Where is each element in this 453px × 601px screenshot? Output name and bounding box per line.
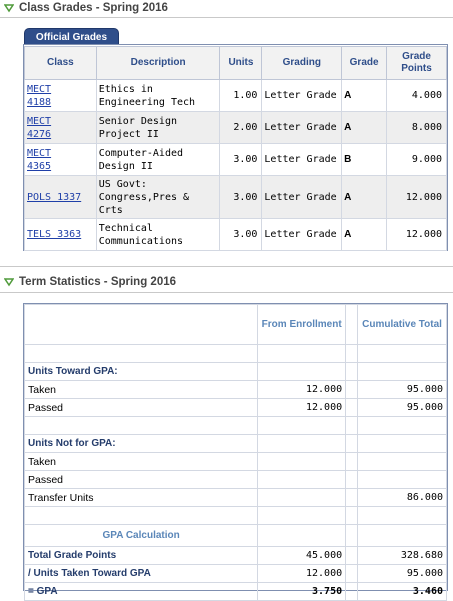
utg-cum-value: 95.000 bbox=[358, 565, 447, 583]
stats-row bbox=[25, 399, 447, 417]
table-row bbox=[25, 144, 447, 176]
table-row bbox=[25, 80, 447, 112]
grade-points-cell: 8.000 bbox=[387, 112, 447, 144]
stats-row bbox=[25, 525, 447, 547]
spacer-row bbox=[25, 507, 447, 525]
gpa-cum-value: 3.460 bbox=[358, 583, 447, 601]
divider bbox=[0, 17, 453, 18]
spacer-row bbox=[25, 417, 447, 435]
class-cell bbox=[25, 144, 97, 176]
passed-from-value: 12.000 bbox=[258, 399, 346, 417]
class-link[interactable]: MECT 4188 bbox=[27, 83, 52, 108]
grade-points-cell: 12.000 bbox=[387, 219, 447, 251]
grade-cell: B bbox=[342, 144, 387, 176]
stats-row bbox=[25, 381, 447, 399]
class-grades-title: Class Grades - Spring 2016 bbox=[19, 2, 168, 14]
class-link[interactable]: MECT 4365 bbox=[27, 147, 52, 172]
stats-row bbox=[25, 565, 447, 583]
transfer-units-label: Transfer Units bbox=[25, 489, 258, 507]
grading-cell: Letter Grade bbox=[262, 219, 342, 251]
class-link[interactable]: MECT 4276 bbox=[27, 115, 52, 140]
description-cell: Ethics in Engineering Tech bbox=[96, 80, 220, 112]
collapse-triangle-icon[interactable] bbox=[4, 3, 14, 13]
table-row bbox=[25, 112, 447, 144]
stats-row bbox=[25, 583, 447, 601]
stats-row bbox=[25, 435, 447, 453]
class-link[interactable]: TELS 3363 bbox=[27, 229, 82, 240]
grade-points-cell: 9.000 bbox=[387, 144, 447, 176]
stats-row bbox=[25, 471, 447, 489]
col-header-class[interactable]: Class bbox=[25, 47, 97, 80]
stats-row bbox=[25, 489, 447, 507]
gpa-calculation-label: GPA Calculation bbox=[25, 525, 258, 547]
gpa-label: = GPA bbox=[25, 583, 258, 601]
term-stats-header[interactable] bbox=[0, 274, 176, 290]
description-cell: US Govt: Congress,Pres & Crts bbox=[96, 176, 220, 219]
units-cell: 2.00 bbox=[220, 112, 262, 144]
units-cell: 1.00 bbox=[220, 80, 262, 112]
tgp-cum-value: 328.680 bbox=[358, 547, 447, 565]
units-toward-gpa-label: Units Toward GPA: bbox=[25, 363, 258, 381]
total-grade-points-label: Total Grade Points bbox=[25, 547, 258, 565]
description-cell: Computer-Aided Design II bbox=[96, 144, 220, 176]
taken-label: Taken bbox=[25, 453, 258, 471]
grading-cell: Letter Grade bbox=[262, 144, 342, 176]
description-cell: Technical Communications bbox=[96, 219, 220, 251]
taken-label: Taken bbox=[25, 381, 258, 399]
grade-points-cell: 4.000 bbox=[387, 80, 447, 112]
grading-cell: Letter Grade bbox=[262, 80, 342, 112]
col-header-grade-points[interactable]: Grade Points bbox=[387, 47, 447, 80]
tgp-from-value: 45.000 bbox=[258, 547, 346, 565]
passed-cum-value: 95.000 bbox=[358, 399, 447, 417]
utg-from-value: 12.000 bbox=[258, 565, 346, 583]
divider bbox=[0, 266, 453, 267]
grading-cell: Letter Grade bbox=[262, 112, 342, 144]
gpa-from-value: 3.750 bbox=[258, 583, 346, 601]
passed-label: Passed bbox=[25, 399, 258, 417]
col-header-grade[interactable]: Grade bbox=[342, 47, 387, 80]
grade-points-cell: 12.000 bbox=[387, 176, 447, 219]
divider bbox=[0, 292, 453, 293]
col-header-cumulative-total: Cumulative Total bbox=[358, 305, 447, 345]
table-row bbox=[25, 219, 447, 251]
class-cell bbox=[25, 112, 97, 144]
col-header-from-enrollment: From Enrollment bbox=[258, 305, 346, 345]
units-taken-toward-gpa-label: / Units Taken Toward GPA bbox=[25, 565, 258, 583]
units-cell: 3.00 bbox=[220, 176, 262, 219]
term-stats-title: Term Statistics - Spring 2016 bbox=[19, 276, 177, 288]
grade-cell: A bbox=[342, 219, 387, 251]
class-cell bbox=[25, 176, 97, 219]
spacer-row bbox=[25, 345, 447, 363]
class-cell bbox=[25, 219, 97, 251]
grades-header-row bbox=[25, 47, 447, 80]
taken-cum-value: 95.000 bbox=[358, 381, 447, 399]
units-not-for-gpa-label: Units Not for GPA: bbox=[25, 435, 258, 453]
stats-header-row bbox=[25, 305, 447, 345]
units-cell: 3.00 bbox=[220, 144, 262, 176]
passed-label: Passed bbox=[25, 471, 258, 489]
transfer-cum-value: 86.000 bbox=[358, 489, 447, 507]
table-row bbox=[25, 176, 447, 219]
col-header-units[interactable]: Units bbox=[220, 47, 262, 80]
col-header-grading[interactable]: Grading bbox=[262, 47, 342, 80]
grading-cell: Letter Grade bbox=[262, 176, 342, 219]
units-cell: 3.00 bbox=[220, 219, 262, 251]
tab-official-grades[interactable]: Official Grades bbox=[24, 28, 119, 45]
grade-cell: A bbox=[342, 176, 387, 219]
stats-row bbox=[25, 547, 447, 565]
grades-table bbox=[24, 46, 447, 251]
stats-row bbox=[25, 453, 447, 471]
class-cell bbox=[25, 80, 97, 112]
grade-cell: A bbox=[342, 80, 387, 112]
collapse-triangle-icon[interactable] bbox=[4, 277, 14, 287]
col-header-description[interactable]: Description bbox=[96, 47, 220, 80]
stats-row bbox=[25, 363, 447, 381]
class-grades-header[interactable] bbox=[0, 0, 168, 16]
grade-cell: A bbox=[342, 112, 387, 144]
class-link[interactable]: POLS 1337 bbox=[27, 191, 82, 203]
term-stats-table bbox=[24, 304, 447, 601]
description-cell: Senior Design Project II bbox=[96, 112, 220, 144]
taken-from-value: 12.000 bbox=[258, 381, 346, 399]
